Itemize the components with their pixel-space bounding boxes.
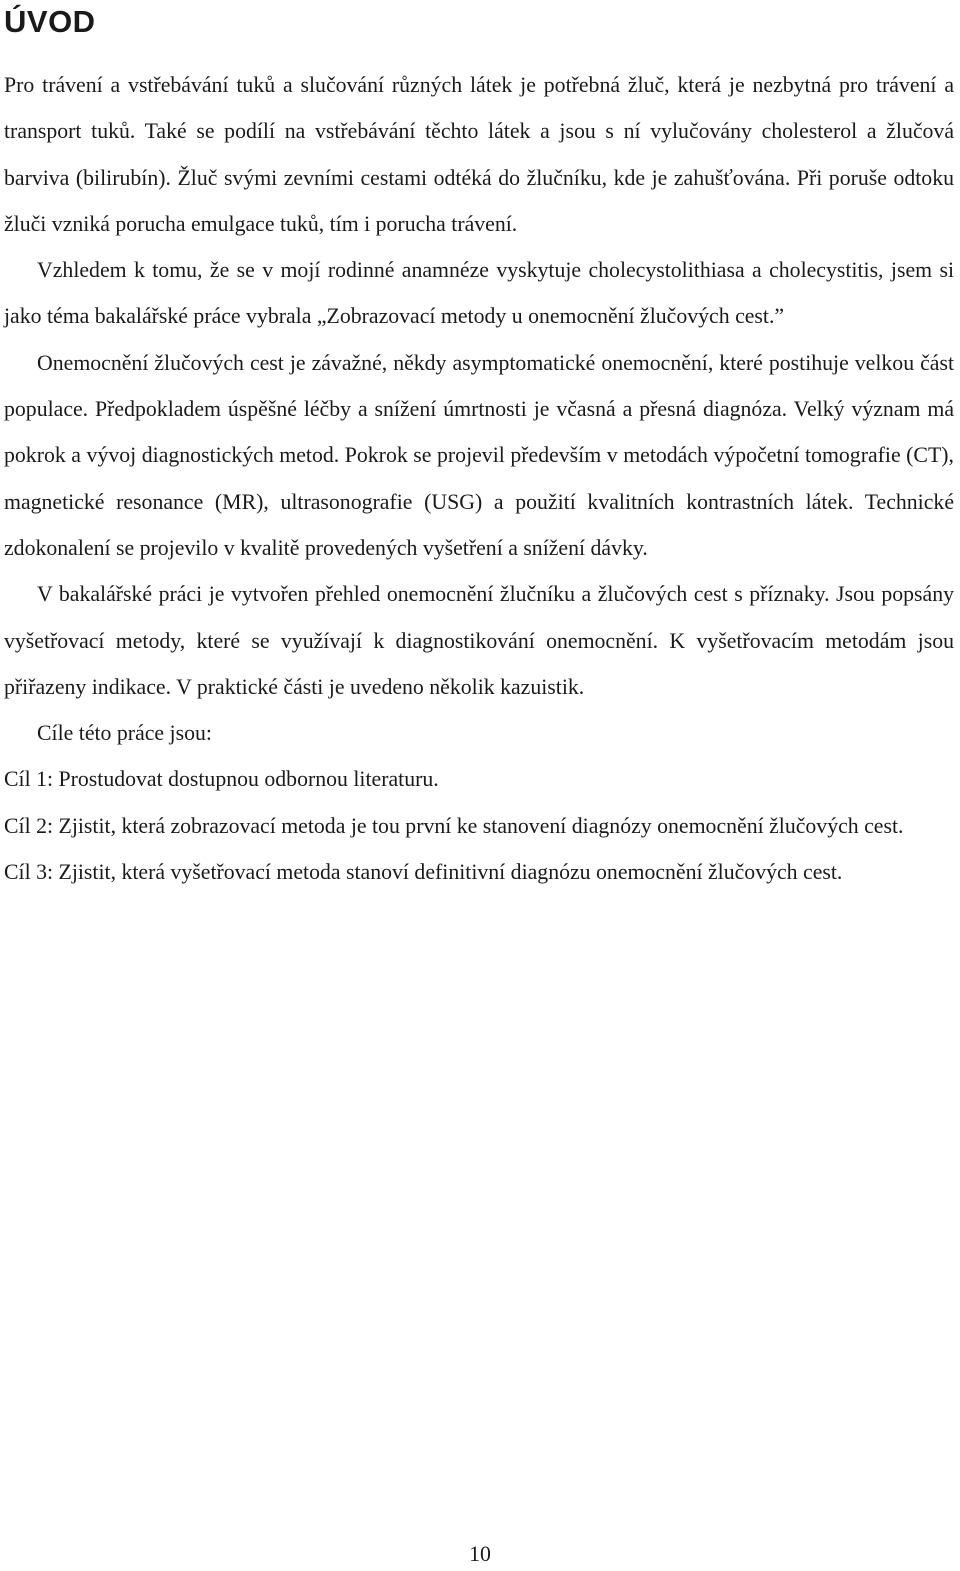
body-text bbox=[4, 62, 954, 895]
goal-item-3: Cíl 3: Zjistit, která vyšetřovací metoda stanoví definitivní diagnózu onemocnění žlučových cest. bbox=[4, 860, 843, 885]
paragraph-goals-heading: Cíle této práce jsou: bbox=[37, 721, 212, 746]
section-heading: ÚVOD bbox=[4, 4, 96, 39]
paragraph-intro: Pro trávení a vstřebávání tuků a slučování různých látek je potřebná žluč, která je nezbytná pro trávení a transport tuků. Také se podílí na vstřebávání těchto látek a jsou s ní vylučovány cholesterol a žlučová barviva (bilirubín). Žluč svými zevními cestami odtéká do žlučníku, kde je zahušťována. Při poruše odtoku žluči vzniká porucha emulgace tuků, tím i porucha trávení. bbox=[4, 73, 954, 236]
paragraph-diagnostics: Onemocnění žlučových cest je závažné, někdy asymptomatické onemocnění, které postihuje velkou část populace. Předpokladem úspěšné léčby a snížení úmrtnosti je včasná a přesná diagnóza. Velký význam má pokrok a vývoj diagnostických metod. Pokrok se projevil především v metodách výpočetní tomografie (CT), magnetické resonance (MR), ultrasonografie (USG) a použití kvalitních kontrastních látek. Technické zdokonalení se projevilo v kvalitě provedených vyšetření a snížení dávky. bbox=[4, 350, 954, 560]
goal-item-2: Cíl 2: Zjistit, která zobrazovací metoda je tou první ke stanovení diagnózy onemocnění žlučových cest. bbox=[4, 813, 904, 838]
paragraph-motivation: Vzhledem k tomu, že se v mojí rodinné anamnéze vyskytuje cholecystolithiasa a cholecystitis, jsem si jako téma bakalářské práce vybrala „Zobrazovací metody u onemocnění žlučových cest.” bbox=[4, 258, 954, 329]
page-number: 10 bbox=[469, 1542, 491, 1566]
goal-item-1: Cíl 1: Prostudovat dostupnou odbornou literaturu. bbox=[4, 767, 439, 792]
paragraph-thesis-overview: V bakalářské práci je vytvořen přehled onemocnění žlučníku a žlučových cest s příznaky. Jsou popsány vyšetřovací metody, které se využívají k diagnostikování onemocnění. K vyšetřovacím metodám jsou přiřazeny indikace. V praktické části je uvedeno několik kazuistik. bbox=[4, 582, 954, 699]
